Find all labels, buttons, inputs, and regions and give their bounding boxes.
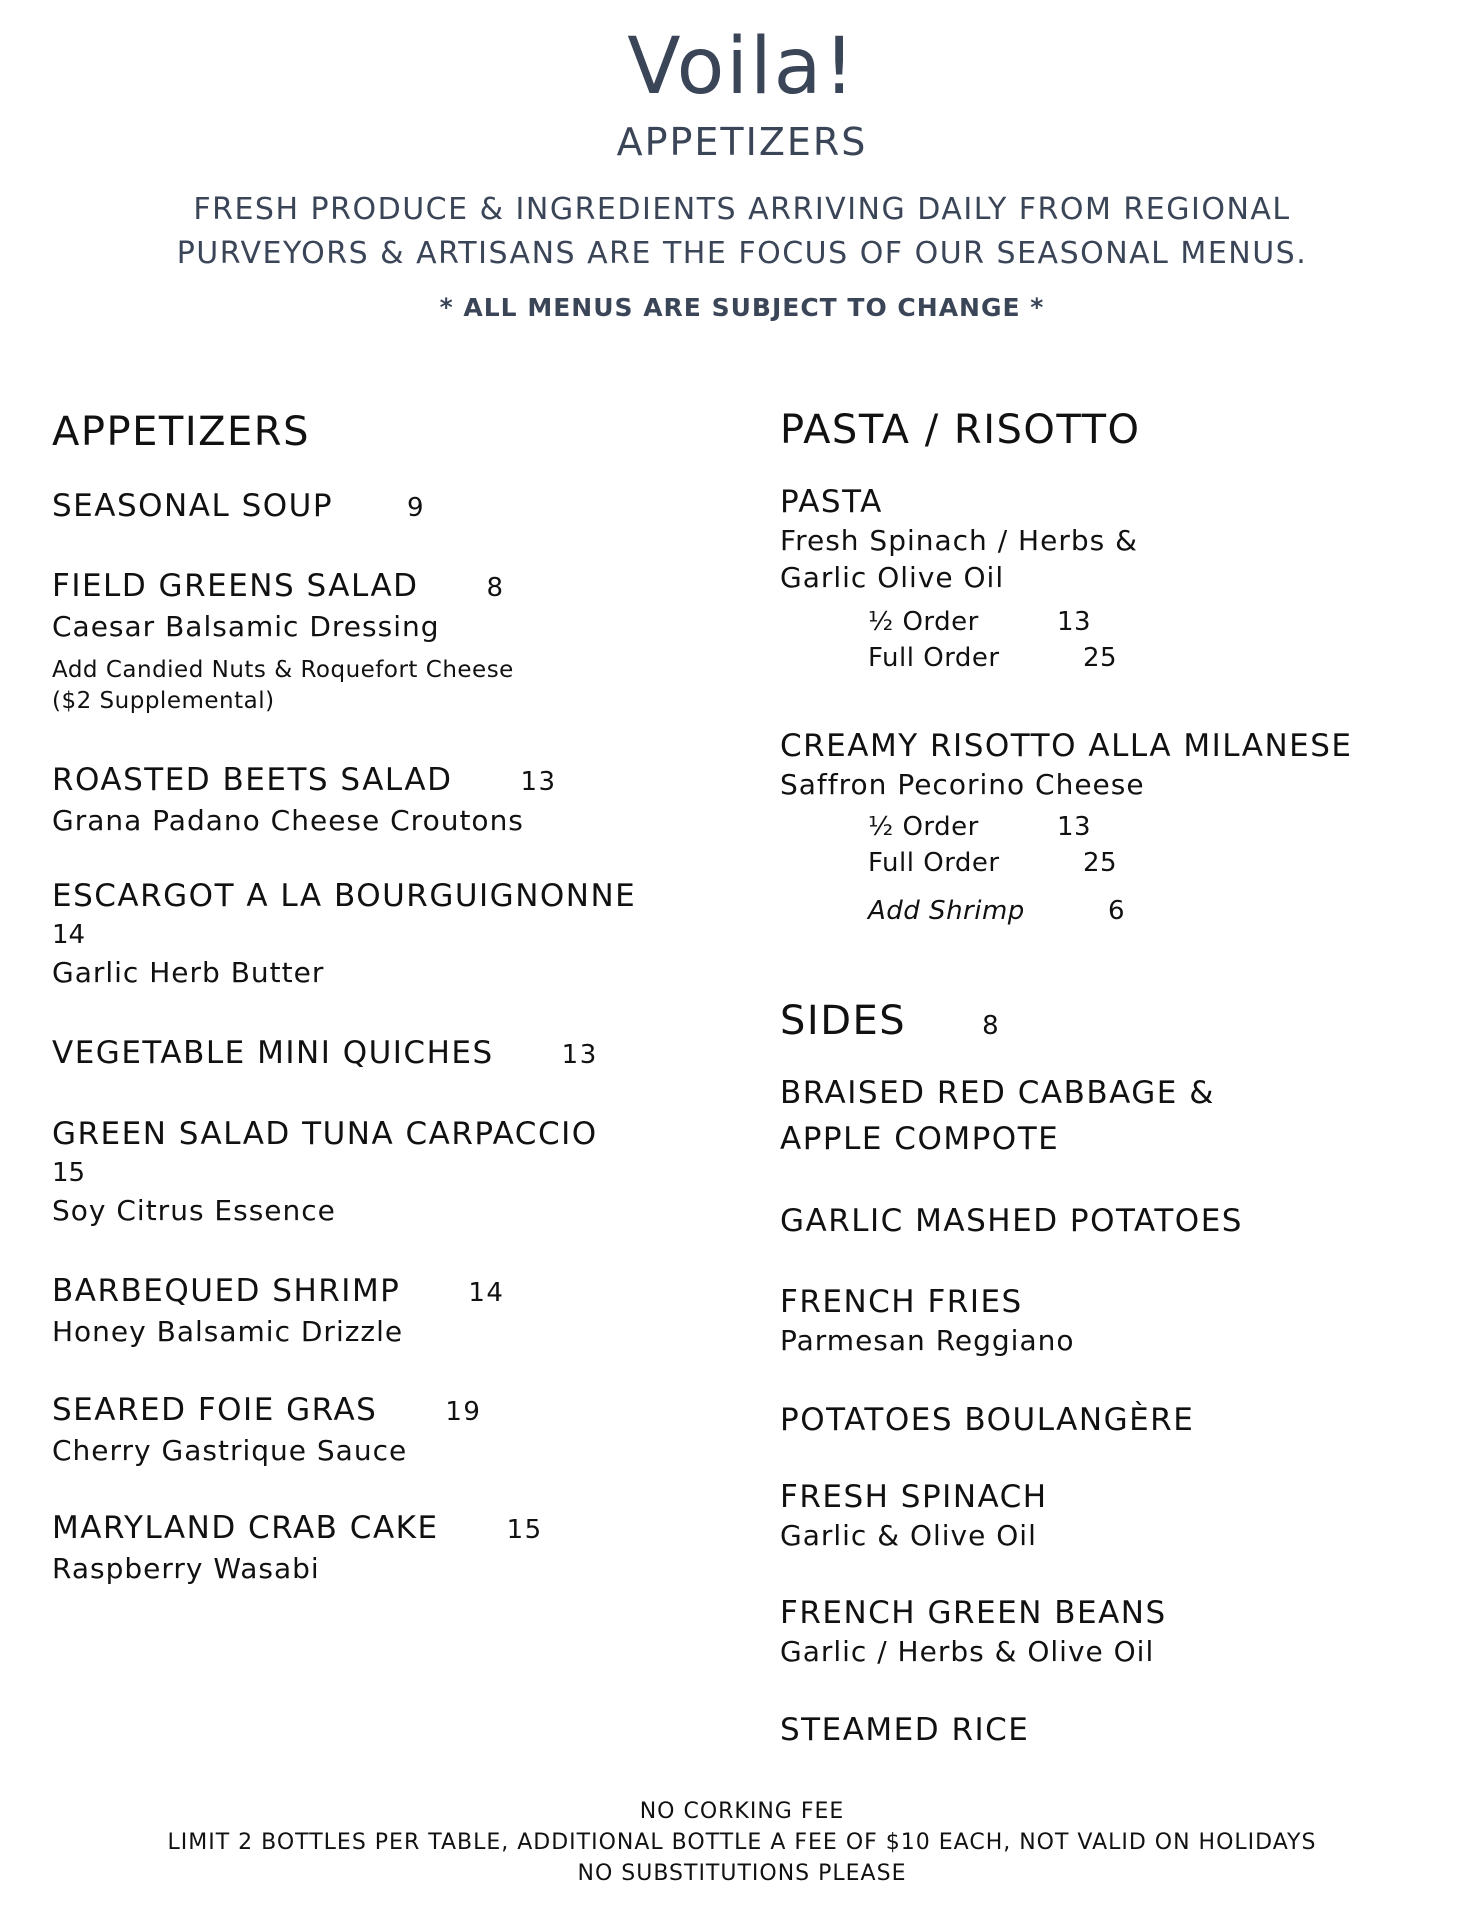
menu-item <box>780 482 1460 676</box>
item-name: SEASONAL SOUP <box>52 488 334 524</box>
item-price: 14 <box>468 1278 505 1308</box>
half-order-label: ½ Order <box>868 607 979 637</box>
item-description: Garlic Herb Butter <box>52 956 325 989</box>
half-order-row <box>780 604 1460 640</box>
item-price: 13 <box>561 1040 598 1070</box>
menu-item <box>52 1033 732 1075</box>
menu-intro <box>0 188 1484 276</box>
item-name: CREAMY RISOTTO ALLA MILANESE <box>780 728 1353 764</box>
menu-item <box>52 486 732 528</box>
item-description: Cherry Gastrique Sauce <box>52 1434 408 1467</box>
item-price: 15 <box>506 1515 543 1545</box>
side-item <box>780 1282 1460 1359</box>
menu-subtitle: APPETIZERS <box>616 120 868 164</box>
full-order-label: Full Order <box>868 643 1000 673</box>
item-name: SEARED FOIE GRAS <box>52 1392 378 1428</box>
item-name: GREEN SALAD TUNA CARPACCIO <box>52 1116 598 1152</box>
item-price: 15 <box>52 1158 86 1188</box>
intro-line-2: PURVEYORS & ARTISANS ARE THE FOCUS OF OUR SEASONAL MENUS. <box>176 236 1308 271</box>
item-name: ROASTED BEETS SALAD <box>52 762 453 798</box>
menu-item <box>52 1508 732 1587</box>
item-name: FIELD GREENS SALAD <box>52 568 419 604</box>
item-note: Add Candied Nuts & Roquefort Cheese <box>52 657 514 683</box>
addon-label: Add Shrimp <box>868 896 1025 926</box>
full-order-price: 25 <box>1083 848 1118 878</box>
item-price: 14 <box>52 920 86 950</box>
item-name: STEAMED RICE <box>780 1712 1030 1748</box>
item-price: 13 <box>520 767 557 797</box>
item-name: ESCARGOT A LA BOURGUIGNONNE <box>52 878 637 914</box>
side-item <box>780 1070 1460 1162</box>
footer-line-3: NO SUBSTITUTIONS PLEASE <box>577 1861 907 1886</box>
menu-item <box>52 876 732 991</box>
half-order-price: 13 <box>1057 812 1092 842</box>
item-name: POTATOES BOULANGÈRE <box>780 1402 1195 1438</box>
item-description: Parmesan Reggiano <box>780 1324 1075 1357</box>
item-description: Soy Citrus Essence <box>52 1194 336 1227</box>
item-name: APPLE COMPOTE <box>780 1121 1060 1157</box>
item-description: Fresh Spinach / Herbs & <box>780 524 1138 557</box>
item-name: GARLIC MASHED POTATOES <box>780 1203 1243 1239</box>
item-name: FRENCH GREEN BEANS <box>780 1595 1167 1631</box>
item-price: 19 <box>445 1397 482 1427</box>
sides-heading: SIDES <box>780 998 907 1044</box>
addon-row <box>780 891 1460 931</box>
change-notice: * ALL MENUS ARE SUBJECT TO CHANGE * <box>439 293 1045 322</box>
full-order-row <box>780 640 1460 676</box>
menu-item <box>52 1271 732 1350</box>
menu-item <box>780 726 1460 931</box>
half-order-label: ½ Order <box>868 812 979 842</box>
item-note: ($2 Supplemental) <box>52 688 275 714</box>
addon-price: 6 <box>1108 896 1126 926</box>
menu-item <box>52 1390 732 1469</box>
side-item <box>780 1593 1460 1670</box>
item-description: Garlic Olive Oil <box>780 561 1005 594</box>
side-item <box>780 1201 1460 1241</box>
footer-line-2: LIMIT 2 BOTTLES PER TABLE, ADDITIONAL BOTTLE A FEE OF $10 EACH, NOT VALID ON HOLIDAYS <box>167 1830 1317 1855</box>
item-name: MARYLAND CRAB CAKE <box>52 1510 439 1546</box>
side-item <box>780 1477 1460 1554</box>
intro-line-1: FRESH PRODUCE & INGREDIENTS ARRIVING DAILY FROM REGIONAL <box>193 192 1291 227</box>
item-description: Honey Balsamic Drizzle <box>52 1315 404 1348</box>
item-price: 8 <box>486 573 505 603</box>
full-order-label: Full Order <box>868 848 1000 878</box>
item-description: Saffron Pecorino Cheese <box>780 768 1145 801</box>
item-description: Garlic / Herbs & Olive Oil <box>780 1635 1155 1668</box>
footer-line-1: NO CORKING FEE <box>639 1799 845 1824</box>
item-description: Caesar Balsamic Dressing <box>52 610 440 643</box>
appetizers-heading: APPETIZERS <box>52 409 310 455</box>
item-description: Grana Padano Cheese Croutons <box>52 804 524 837</box>
item-name: PASTA <box>780 484 883 520</box>
item-description: Garlic & Olive Oil <box>780 1519 1037 1552</box>
item-name: FRESH SPINACH <box>780 1479 1048 1515</box>
menu-footer <box>0 1796 1484 1889</box>
item-price: 9 <box>407 493 426 523</box>
full-order-price: 25 <box>1083 643 1118 673</box>
half-order-price: 13 <box>1057 607 1092 637</box>
restaurant-title: Voila! <box>627 22 857 112</box>
menu-item <box>52 1114 732 1229</box>
pasta-heading: PASTA / RISOTTO <box>780 407 1141 453</box>
item-name: VEGETABLE MINI QUICHES <box>52 1035 494 1071</box>
sides-heading-row <box>780 997 1000 1050</box>
full-order-row <box>780 845 1460 881</box>
item-description: Raspberry Wasabi <box>52 1552 320 1585</box>
item-name: FRENCH FRIES <box>780 1284 1023 1320</box>
menu-item <box>52 566 732 717</box>
side-item <box>780 1710 1460 1750</box>
item-name: BRAISED RED CABBAGE & <box>780 1075 1215 1111</box>
sides-price: 8 <box>982 1011 1001 1041</box>
side-item <box>780 1400 1460 1440</box>
menu-item <box>52 760 732 839</box>
item-name: BARBEQUED SHRIMP <box>52 1273 401 1309</box>
half-order-row <box>780 809 1460 845</box>
